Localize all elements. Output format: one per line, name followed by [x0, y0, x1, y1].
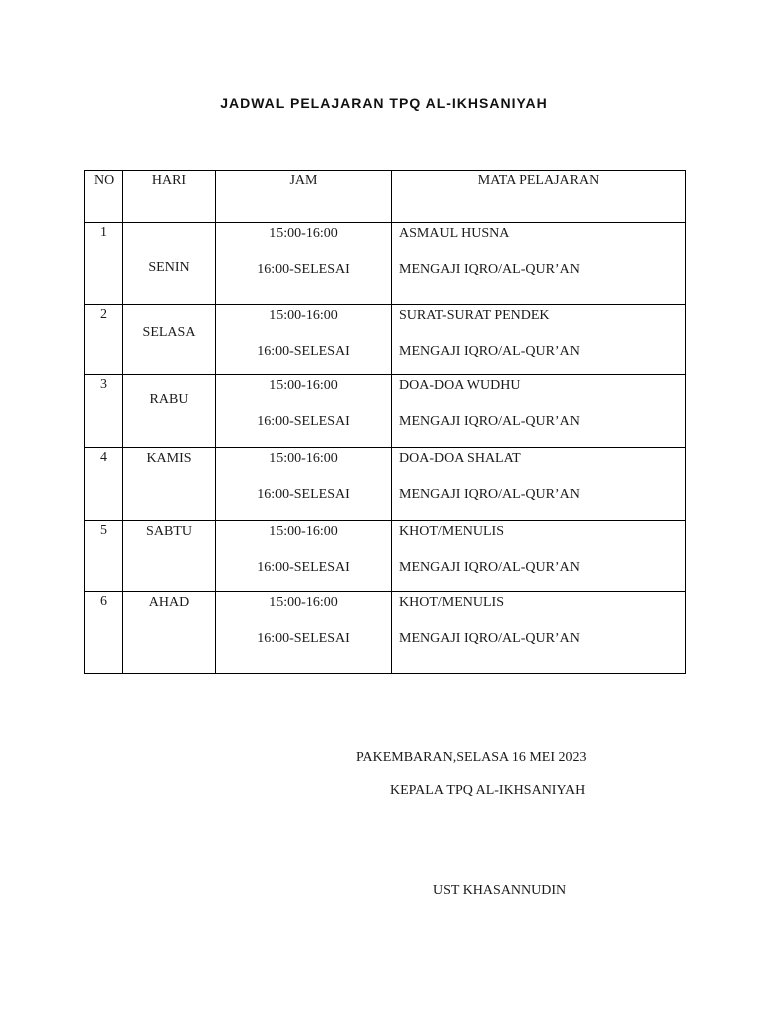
row-subject: [392, 521, 686, 592]
row-number: 3: [85, 375, 123, 448]
row-day: [123, 223, 216, 305]
header-day: HARI: [123, 171, 216, 223]
row-time: [216, 592, 392, 674]
time-slot-1: 15:00-16:00: [269, 451, 338, 466]
time-slot-1: 15:00-16:00: [269, 226, 338, 241]
subject-2: MENGAJI IQRO/AL-QUR’AN: [399, 560, 580, 575]
row-day: [123, 521, 216, 592]
day-label: SELASA: [142, 325, 196, 340]
row-number: 4: [85, 448, 123, 521]
subject-2: MENGAJI IQRO/AL-QUR’AN: [399, 487, 580, 502]
table-row: [85, 305, 686, 375]
row-number: 6: [85, 592, 123, 674]
subject-2: MENGAJI IQRO/AL-QUR’AN: [399, 344, 580, 359]
time-slot-2: 16:00-SELESAI: [257, 344, 350, 359]
time-slot-1: 15:00-16:00: [269, 378, 338, 393]
schedule-table: [84, 170, 686, 674]
document-title: JADWAL PELAJARAN TPQ AL-IKHSANIYAH: [220, 95, 548, 111]
time-slot-2: 16:00-SELESAI: [257, 487, 350, 502]
subject-1: KHOT/MENULIS: [399, 595, 504, 610]
subject-1: SURAT-SURAT PENDEK: [399, 308, 550, 323]
subject-1: KHOT/MENULIS: [399, 524, 504, 539]
row-number: 2: [85, 305, 123, 375]
day-label: SABTU: [146, 524, 192, 539]
subject-1: DOA-DOA WUDHU: [399, 378, 521, 393]
row-time: [216, 305, 392, 375]
row-day: [123, 592, 216, 674]
time-slot-2: 16:00-SELESAI: [257, 262, 350, 277]
time-slot-2: 16:00-SELESAI: [257, 631, 350, 646]
signatory-name: UST KHASANNUDIN: [433, 883, 567, 898]
row-time: [216, 223, 392, 305]
subject-1: ASMAUL HUSNA: [399, 226, 510, 241]
table-header-row: [85, 171, 686, 223]
row-subject: [392, 448, 686, 521]
table-row: [85, 223, 686, 305]
row-day: [123, 448, 216, 521]
row-number: 1: [85, 223, 123, 305]
table-row: [85, 448, 686, 521]
time-slot-2: 16:00-SELESAI: [257, 560, 350, 575]
row-subject: [392, 592, 686, 674]
header-no: NO: [85, 171, 123, 223]
row-subject: [392, 223, 686, 305]
header-subject: MATA PELAJARAN: [392, 171, 686, 223]
subject-2: MENGAJI IQRO/AL-QUR’AN: [399, 631, 580, 646]
time-slot-1: 15:00-16:00: [269, 595, 338, 610]
row-day: [123, 375, 216, 448]
row-day: [123, 305, 216, 375]
subject-2: MENGAJI IQRO/AL-QUR’AN: [399, 262, 580, 277]
signatory-position: KEPALA TPQ AL-IKHSANIYAH: [390, 783, 586, 798]
day-label: AHAD: [148, 595, 190, 610]
subject-1: DOA-DOA SHALAT: [399, 451, 521, 466]
row-subject: [392, 375, 686, 448]
row-time: [216, 448, 392, 521]
row-number: 5: [85, 521, 123, 592]
subject-2: MENGAJI IQRO/AL-QUR’AN: [399, 414, 580, 429]
row-time: [216, 375, 392, 448]
table-row: [85, 521, 686, 592]
day-label: RABU: [149, 392, 189, 407]
row-subject: [392, 305, 686, 375]
place-date: PAKEMBARAN,SELASA 16 MEI 2023: [356, 750, 587, 765]
day-label: SENIN: [148, 260, 190, 275]
time-slot-2: 16:00-SELESAI: [257, 414, 350, 429]
day-label: KAMIS: [146, 451, 192, 466]
header-time: JAM: [216, 171, 392, 223]
time-slot-1: 15:00-16:00: [269, 308, 338, 323]
time-slot-1: 15:00-16:00: [269, 524, 338, 539]
table-row: [85, 592, 686, 674]
table-row: [85, 375, 686, 448]
row-time: [216, 521, 392, 592]
